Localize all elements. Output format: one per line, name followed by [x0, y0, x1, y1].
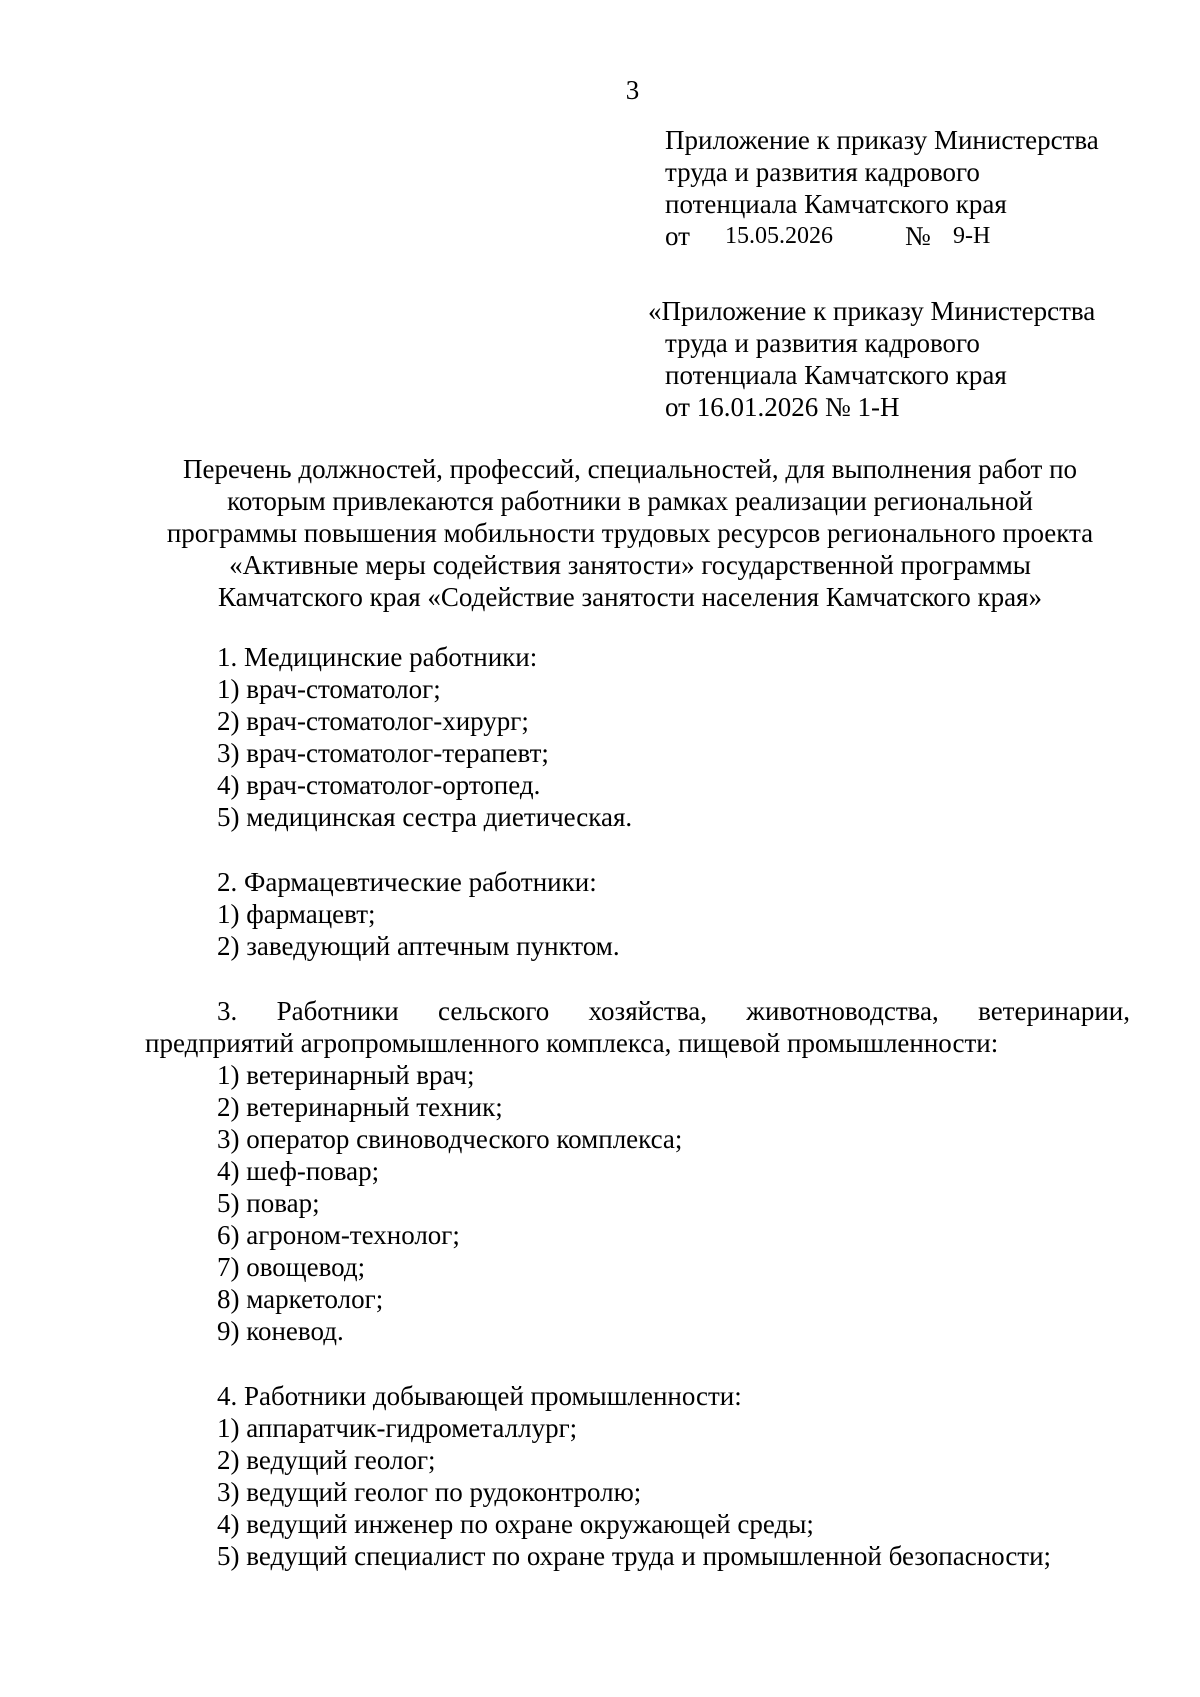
list-item: 5) повар;	[217, 1188, 320, 1218]
list-item: 9) коневод.	[217, 1316, 344, 1346]
list-item: 6) агроном-технолог;	[217, 1220, 460, 1250]
section-agriculture	[145, 995, 1130, 1347]
approval-line: Приложение к приказу Министерства	[665, 125, 1099, 155]
section-heading: 1. Медицинские работники:	[217, 642, 538, 672]
list-item: 7) овощевод;	[217, 1252, 366, 1282]
approval-number-label: №	[905, 221, 931, 251]
list-item: 8) маркетолог;	[217, 1284, 384, 1314]
prev-approval-line: потенциала Камчатского края	[665, 360, 1007, 390]
list-item: 2) заведующий аптечным пунктом.	[217, 931, 620, 961]
list-item: 2) ведущий геолог;	[217, 1445, 436, 1475]
page-number: 3	[625, 75, 640, 105]
approval-line: труда и развития кадрового	[665, 157, 980, 187]
list-item: 3) врач-стоматолог-терапевт;	[217, 738, 549, 768]
list-item: 5) ведущий специалист по охране труда и промышленной безопасности;	[217, 1541, 1052, 1571]
list-item: 4) шеф-повар;	[217, 1156, 380, 1186]
list-item: 1) врач-стоматолог;	[217, 674, 441, 704]
section-heading: 3. Работники сельского хозяйства, животноводства, ветеринарии,	[217, 996, 1130, 1026]
list-item: 4) врач-стоматолог-ортопед.	[217, 770, 541, 800]
title-line: Камчатского края «Содействие занятости населения Камчатского края»	[218, 582, 1042, 612]
title-line: которым привлекаются работники в рамках реализации региональной	[227, 486, 1033, 516]
list-item: 4) ведущий инженер по охране окружающей среды;	[217, 1509, 814, 1539]
list-item: 5) медицинская сестра диетическая.	[217, 802, 633, 832]
list-item: 1) аппаратчик-гидрометаллург;	[217, 1413, 578, 1443]
approval-date: 15.05.2026	[725, 223, 833, 249]
prev-approval-line: от 16.01.2026 № 1-Н	[665, 392, 900, 422]
section-heading: 2. Фармацевтические работники:	[217, 867, 597, 897]
list-item: 3) оператор свиноводческого комплекса;	[217, 1124, 683, 1154]
section-pharmaceutical	[145, 866, 1130, 962]
section-mining	[145, 1380, 1130, 1572]
section-heading-continuation: предприятий агропромышленного комплекса, пищевой промышленности:	[145, 1028, 999, 1058]
list-item: 2) ветеринарный техник;	[217, 1092, 503, 1122]
title-line: «Активные меры содействия занятости» государственной программы	[229, 550, 1031, 580]
list-item: 1) ветеринарный врач;	[217, 1060, 475, 1090]
approval-block	[665, 124, 1135, 252]
document-title	[130, 453, 1130, 613]
approval-from-label: от	[665, 221, 690, 251]
section-medical	[145, 641, 1130, 833]
prev-approval-line: труда и развития кадрового	[665, 328, 980, 358]
list-item: 1) фармацевт;	[217, 899, 376, 929]
approval-number: 9-Н	[953, 223, 991, 249]
section-heading: 4. Работники добывающей промышленности:	[217, 1381, 742, 1411]
list-item: 3) ведущий геолог по рудоконтролю;	[217, 1477, 642, 1507]
previous-approval-block	[648, 295, 1138, 423]
title-line: Перечень должностей, профессий, специальностей, для выполнения работ по	[182, 454, 1078, 484]
title-line: программы повышения мобильности трудовых ресурсов регионального проекта	[166, 518, 1094, 548]
list-item: 2) врач-стоматолог-хирург;	[217, 706, 529, 736]
positions-list	[145, 641, 1130, 1605]
approval-date-line	[665, 220, 1135, 252]
prev-approval-line: «Приложение к приказу Министерства	[648, 296, 1096, 326]
approval-line: потенциала Камчатского края	[665, 189, 1007, 219]
